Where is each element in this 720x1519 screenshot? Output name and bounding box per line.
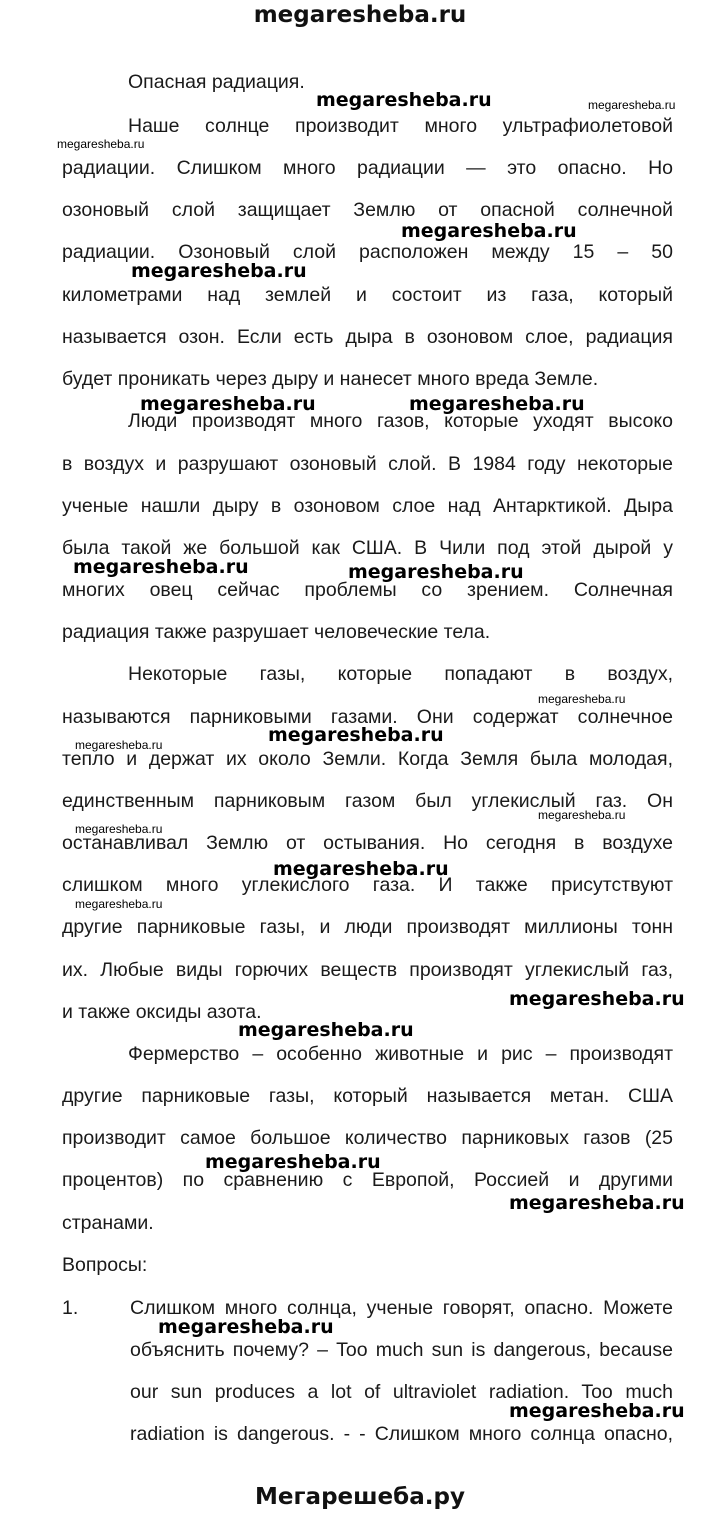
site-header: megaresheba.ru	[253, 2, 467, 28]
watermark: megaresheba.ru	[238, 1019, 414, 1041]
watermark: megaresheba.ru	[75, 897, 163, 911]
text-line: ученые нашли дыру в озоновом слое над Антарктикой. Дыра	[62, 495, 673, 517]
watermark: megaresheba.ru	[205, 1151, 381, 1173]
text-line: другие парниковые газы, и люди производят миллионы тонн	[62, 916, 673, 938]
watermark: megaresheba.ru	[73, 556, 249, 578]
questions-heading: Вопросы:	[62, 1254, 148, 1276]
text-line: и также оксиды азота.	[62, 1001, 262, 1023]
question-number: 1.	[62, 1297, 79, 1319]
text-line: радиации. Озоновый слой расположен между 15 – 50	[62, 241, 673, 263]
text-line: процентов) по сравнению с Европой, Россией и другими	[62, 1169, 673, 1191]
text-line: в воздух и разрушают озоновый слой. В 1984 году некоторые	[62, 453, 673, 475]
text-line: Наше солнце производит много ультрафиолетовой	[128, 115, 673, 137]
watermark: megaresheba.ru	[538, 808, 626, 822]
text-line: our sun produces a lot of ultraviolet radiation. Too much	[130, 1381, 673, 1403]
text-line: странами.	[62, 1212, 154, 1234]
watermark: megaresheba.ru	[401, 220, 577, 242]
text-line: их. Любые виды горючих веществ производят углекислый газ,	[62, 959, 673, 981]
watermark: megaresheba.ru	[348, 561, 524, 583]
text-line: радиация также разрушает человеческие тела.	[62, 621, 491, 643]
text-line: была такой же большой как США. В Чили под этой дырой у	[62, 537, 673, 559]
watermark: megaresheba.ru	[316, 89, 492, 111]
watermark: megaresheba.ru	[131, 260, 307, 282]
text-line: будет проникать через дыру и нанесет много вреда Земле.	[62, 368, 599, 390]
text-line: называется озон. Если есть дыра в озоновом слое, радиация	[62, 326, 673, 348]
watermark: megaresheba.ru	[140, 393, 316, 415]
text-line: другие парниковые газы, который называется метан. США	[62, 1085, 673, 1107]
site-footer: Мегарешеба.ру	[255, 1484, 465, 1510]
watermark: megaresheba.ru	[57, 137, 145, 151]
watermark: megaresheba.ru	[588, 98, 676, 112]
text-line: многих овец сейчас проблемы со зрением. Солнечная	[62, 579, 673, 601]
watermark: megaresheba.ru	[273, 858, 449, 880]
watermark: megaresheba.ru	[509, 1400, 685, 1422]
text-line: Слишком много солнца, ученые говорят, опасно. Можете	[130, 1297, 673, 1319]
text-line: Люди производят много газов, которые уходят высоко	[128, 410, 673, 432]
watermark: megaresheba.ru	[158, 1316, 334, 1338]
text-line: объяснить почему? – Too much sun is dangerous, because	[130, 1339, 673, 1361]
text-line: производит самое большое количество парниковых газов (25	[62, 1127, 673, 1149]
watermark: megaresheba.ru	[538, 692, 626, 706]
text-line: называются парниковыми газами. Они содержат солнечное	[62, 706, 673, 728]
text-line: озоновый слой защищает Землю от опасной солнечной	[62, 199, 673, 221]
text-line: тепло и держат их около Земли. Когда Земля была молодая,	[62, 748, 673, 770]
text-title: Опасная радиация.	[128, 71, 305, 93]
text-line: единственным парниковым газом был углекислый газ. Он	[62, 790, 673, 812]
watermark: megaresheba.ru	[409, 393, 585, 415]
text-line: слишком много углекислого газа. И также присутствуют	[62, 874, 673, 896]
text-line: radiation is dangerous. - - Слишком много солнца опасно,	[130, 1423, 673, 1445]
watermark: megaresheba.ru	[75, 738, 163, 752]
watermark: megaresheba.ru	[75, 822, 163, 836]
watermark: megaresheba.ru	[509, 988, 685, 1010]
text-line: километрами над землей и состоит из газа, который	[62, 284, 673, 306]
watermark: megaresheba.ru	[268, 724, 444, 746]
text-line: радиации. Слишком много радиации — это опасно. Но	[62, 157, 673, 179]
watermark: megaresheba.ru	[509, 1192, 685, 1214]
text-line: Некоторые газы, которые попадают в воздух,	[128, 663, 673, 685]
text-line: останавливал Землю от остывания. Но сегодня в воздухе	[62, 832, 673, 854]
text-line: Фермерство – особенно животные и рис – производят	[128, 1043, 673, 1065]
